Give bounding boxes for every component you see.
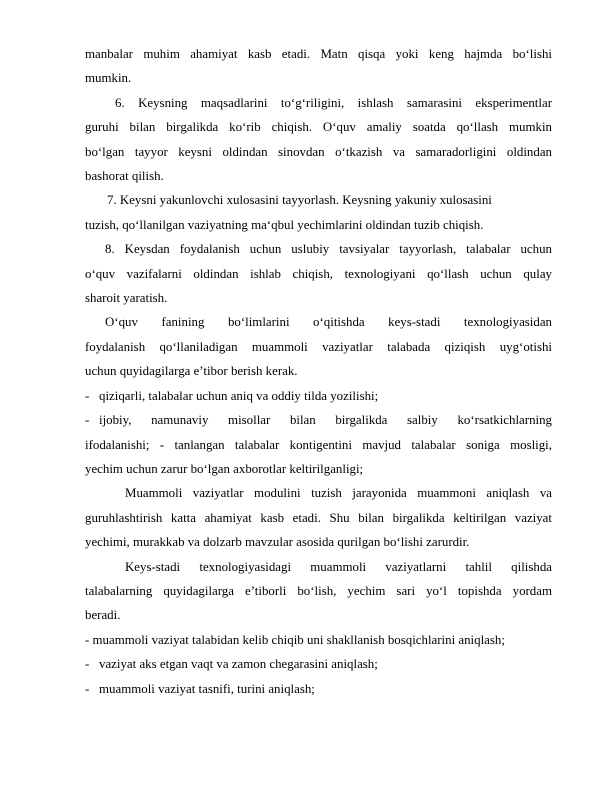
list-dash: -	[85, 388, 90, 403]
text-line: 7. Keysni yakunlovchi xulosasini tayyorlash. Keysning yakuniy xulosasini	[107, 193, 492, 208]
text-line: manbalar muhim ahamiyat kasb etadi. Matn qisqa yoki keng hajmda bo‘lishi	[85, 47, 552, 61]
list-item-text: vaziyat aks etgan vaqt va zamon chegarasini aniqlash;	[99, 657, 378, 672]
text-line: talabalarning quyidagilarga e’tiborli bo‘lish, yechim sari yo‘l topishda yordam	[85, 583, 552, 598]
list-dash: -	[85, 657, 90, 672]
text-line: sharoit yaratish.	[85, 291, 168, 306]
text-line: bo‘lgan tayyor keysni oldindan sinovdan o‘tkazish va samaradorligini oldindan	[85, 144, 552, 159]
list-dash: -	[85, 413, 90, 428]
text-line: beradi.	[85, 608, 121, 623]
text-line: ifodalanishi; - tanlangan talabalar kontigentini mavjud talabalar soniga mosligi,	[85, 437, 552, 452]
text-line: O‘quv fanining bo‘limlarini o‘qitishda keys-stadi texnologiyasidan	[105, 315, 552, 330]
text-line: - muammoli vaziyat talabidan kelib chiqib uni shakllanish bosqichlarini aniqlash;	[85, 632, 505, 647]
list-item-text: qiziqarli, talabalar uchun aniq va oddiy tilda yozilishi;	[99, 388, 379, 403]
text-line: yechim uchun zarur bo‘lgan axborotlar keltirilganligi;	[85, 461, 364, 476]
list-item	[85, 384, 552, 408]
list-dash: -	[85, 681, 90, 696]
text-line: yechimi, murakkab va dolzarb mavzular asosida qurilgan bo‘lishi zarurdir.	[85, 535, 470, 550]
list-item	[85, 677, 552, 701]
text-line: 6. Keysning maqsadlarini to‘g‘riligini, ishlash samarasini eksperimentlar	[115, 95, 552, 110]
text-line: Keys-stadi texnologiyasidagi muammoli vaziyatlarni tahlil qilishda	[125, 559, 552, 574]
document-body	[85, 42, 552, 701]
text-line: bashorat qilish.	[85, 169, 164, 184]
text-line: guruhi bilan birgalikda ko‘rib chiqish. O‘quv amaliy soatda qo‘llash mumkin	[85, 120, 552, 135]
text-line: o‘quv vazifalarni oldindan ishlab chiqish, texnologiyani qo‘llash uchun qulay	[85, 266, 552, 281]
list-item	[85, 408, 552, 432]
text-line: foydalanish qo‘llaniladigan muammoli vaziyatlar talabada qiziqish uyg‘otishi	[85, 339, 552, 354]
text-line: guruhlashtirish katta ahamiyat kasb etadi. Shu bilan birgalikda keltirilgan vaziyat	[85, 510, 552, 525]
list-item	[85, 652, 552, 676]
list-item-text: ijobiy, namunaviy misollar bilan birgalikda salbiy ko‘rsatkichlarning	[99, 413, 552, 428]
list-item-text: muammoli vaziyat tasnifi, turini aniqlash;	[99, 681, 315, 696]
text-line: uchun quyidagilarga e’tibor berish kerak.	[85, 364, 298, 379]
text-line: Muammoli vaziyatlar modulini tuzish jarayonida muammoni aniqlash va	[125, 486, 552, 501]
text-line: 8. Keysdan foydalanish uchun uslubiy tavsiyalar tayyorlash, talabalar uchun	[105, 242, 552, 257]
text-line: tuzish, qo‘llanilgan vaziyatning ma‘qbul yechimlarini oldindan tuzib chiqish.	[85, 217, 484, 232]
text-line: mumkin.	[85, 71, 132, 86]
